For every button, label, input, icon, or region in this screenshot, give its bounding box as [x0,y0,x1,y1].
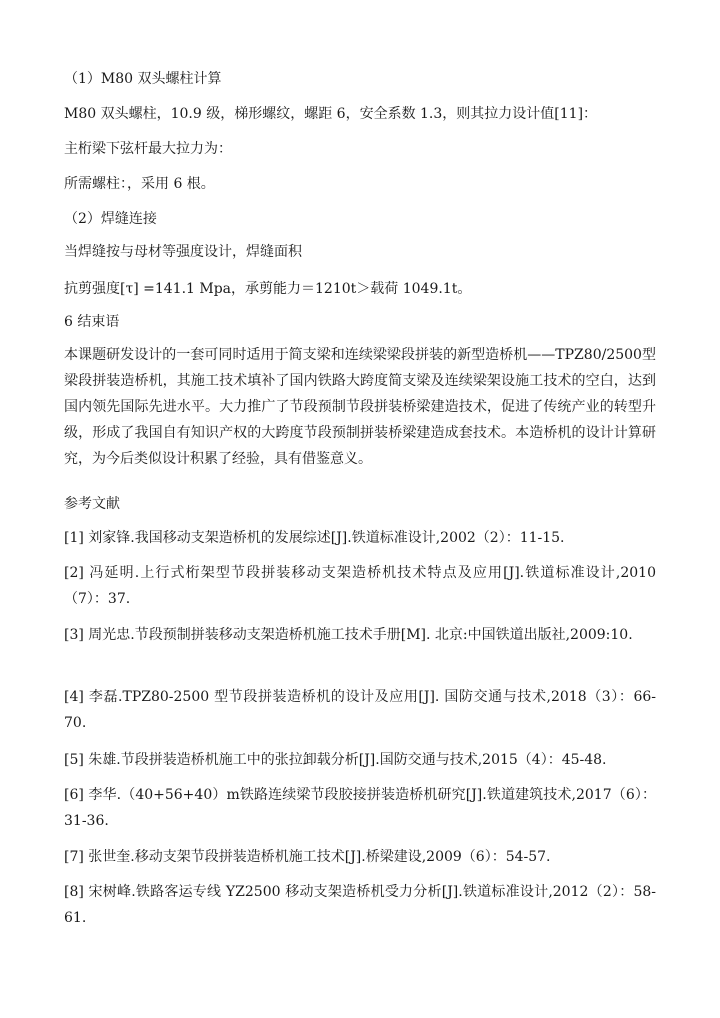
weld-area-text: 当焊缝按与母材等强度设计，焊缝面积 [64,244,302,260]
reference-item: [8] 宋树峰.铁路客运专线 YZ2500 移动支架造桥机受力分析[J].铁道标准设计,2012（2）：58-61. [64,884,656,926]
conclusion-paragraph: 本课题研发设计的一套可同时适用于简支梁和连续梁梁段拼装的新型造桥机——TPZ80/2500型梁段拼装造桥机，其施工技术填补了国内铁路大跨度简支梁及连续梁架设施工技术的空白，达到国内领先国际先进水平。大力推广了节段预制节段拼装桥梁建造技术，促进了传统产业的转型升级，形成了我国自有知识产权的大跨度节段预制拼装桥梁建造成套技术。本造桥机的设计计算研究，为今后类似设计积累了经验，具有借鉴意义。 [64,347,656,467]
bolt-spec-text: M80 双头螺柱，10.9 级，梯形螺纹，螺距 6，安全系数 1.3，则其拉力设计值[11]： [64,106,598,122]
reference-item: [7] 张世奎.移动支架节段拼装造桥机施工技术[J].桥梁建设,2009（6）：54-57. [64,849,551,865]
section-6-heading: 6 结束语 [64,314,120,330]
subsection-1-heading: （1）M80 双头螺柱计算 [64,71,222,87]
references-heading: 参考文献 [64,496,120,512]
reference-item: [2] 冯延明.上行式桁架型节段拼装移动支架造桥机技术特点及应用[J].铁道标准设计,2010（7）：37. [64,565,656,607]
subsection-2-heading: （2）焊缝连接 [64,211,157,227]
max-tension-text: 主桁梁下弦杆最大拉力为： [64,141,232,157]
reference-item: [6] 李华.（40+56+40）m铁路连续梁节段胶接拼装造桥机研究[J].铁道建筑技术,2017（6）：31-36. [64,787,656,829]
reference-item: [1] 刘家锋.我国移动支架造桥机的发展综述[J].铁道标准设计,2002（2）：11-15. [64,530,565,546]
shear-strength-text: 抗剪强度[τ] =141.1 Mpa，承剪能力＝1210t＞载荷 1049.1t。 [64,281,472,297]
reference-item: [4] 李磊.TPZ80-2500 型节段拼装造桥机的设计及应用[J]. 国防交通与技术,2018（3）：66-70. [64,689,656,731]
required-bolts-text: 所需螺柱：，采用 6 根。 [64,176,215,192]
reference-item: [5] 朱雄.节段拼装造桥机施工中的张拉卸载分析[J].国防交通与技术,2015（4）：45-48. [64,752,607,768]
reference-item: [3] 周光忠.节段预制拼装移动支架造桥机施工技术手册[M]. 北京:中国铁道出版社,2009:10. [64,627,633,643]
